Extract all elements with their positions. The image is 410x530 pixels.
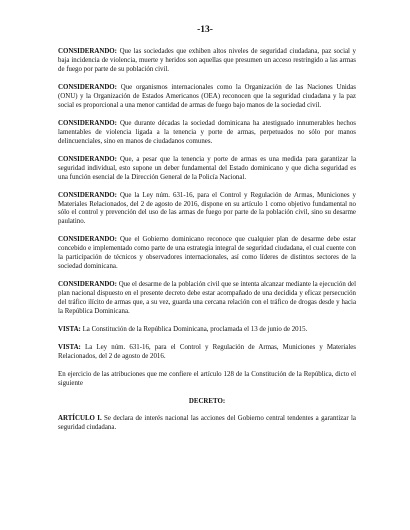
decreto-heading: DECRETO: [188,398,226,406]
vista-constitucion: VISTA: La Constitución de la República Dominicana, proclamada el 13 de junio de 2015. [58,326,308,334]
considerando-6: CONSIDERANDO: Que el Gobierno dominicano reconoce que cualquier plan de desarme debe estar concebido e implementado como parte de una estrategia integral de seguridad ciudadana, el cual cuente con la participación de técnicos y observadores internacionales, así como líderes de distintos sectores de la sociedad dominicana. [58,236,356,271]
considerando-5: CONSIDERANDO: Que la Ley núm. 631-16, para el Control y Regulación de Armas, Municiones y Materiales Relacionados, del 2 de agosto de 2016, dispone en su artículo 1 como objetivo fundamental no sólo el control y prevención del uso de las armas de fuego por parte de la población civil, sino su desarme paulatino. [58,191,356,226]
page-number: -13- [197,25,213,35]
articulo-1: ARTÍCULO I. Se declara de interés nacional las acciones del Gobierno central tendentes a garantizar la seguridad ciudadana. [58,415,356,431]
document-body [58,48,356,442]
considerando-3: CONSIDERANDO: Que durante décadas la sociedad dominicana ha atestiguado innumerables hechos lamentables de violencia ligada a la tenencia y porte de armas, perpetuados no sólo por manos delincuenciales, sino en manos de ciudadanos comunes. [58,119,356,145]
considerando-7: CONSIDERANDO: Que el desarme de la población civil que se intenta alcanzar mediante la ejecución del plan nacional dispuesto en el presente decreto debe estar acompañado de una decidida y eficaz persecución del tráfico ilícito de armas que, a su vez, guarda una cercana relación con el tráfico de drogas desde y hacia la República Dominicana. [58,281,356,315]
considerando-4: CONSIDERANDO: Que, a pesar que la tenencia y porte de armas es una medida para garantizar la seguridad individual, esto supone un deber fundamental del Estado dominicano y que dicha seguridad es una función esencial de la Dirección General de la Policía Nacional. [58,155,356,181]
ejercicio-atribuciones: En ejercicio de las atribuciones que me confiere el artículo 128 de la Constitución de la República, dicto el siguiente [58,371,356,388]
vista-ley: VISTA: La Ley núm. 631-16, para el Control y Regulación de Armas, Municiones y Materiales Relacionados, del 2 de agosto de 2016. [58,344,356,361]
considerando-1: CONSIDERANDO: Que las sociedades que exhiben altos niveles de seguridad ciudadana, paz social y baja incidencia de violencia, muerte y heridos son aquellas que presumen un acceso restringido a las armas de fuego por parte de su población civil. [58,48,356,73]
considerando-2: CONSIDERANDO: Que organismos internacionales como la Organización de las Naciones Unidas (ONU) y la Organización de Estados Americanos (OEA) reconocen que la seguridad ciudadana y la paz social es proporcional a una menor cantidad de armas de fuego bajo manos de la sociedad civil. [58,83,356,109]
